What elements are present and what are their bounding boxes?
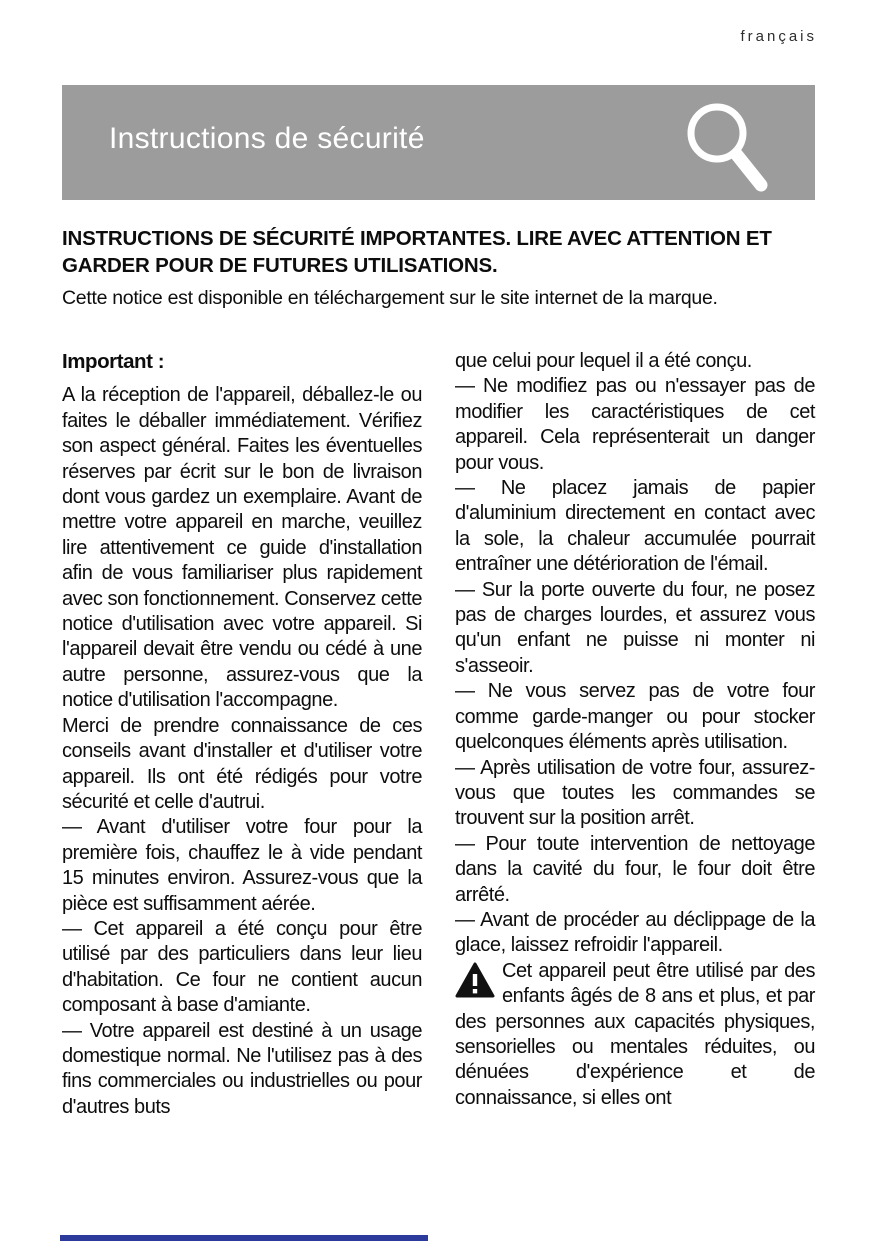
language-label: français [740,28,817,45]
warning-icon [455,962,495,999]
paragraph: — Après utilisation de votre four, assurez-vous que toutes les commandes se trouvent sur la position arrêt. [455,756,815,830]
paragraph: — Votre appareil est destiné à un usage domestique normal. Ne l'utilisez pas à des fins commerciales ou industrielles ou pour d'autres buts [62,1019,422,1118]
paragraph: — Avant de procéder au déclippage de la glace, laissez refroidir l'appareil. [455,908,815,957]
important-label: Important : [62,350,165,373]
paragraph: — Ne vous servez pas de votre four comme garde-manger ou pour stocker quelconques éléments après utilisation. [455,680,815,754]
paragraph: — Cet appareil a été conçu pour être utilisé par des particuliers dans leur lieu d'habitation. Ce four ne contient aucun composant à base d'amiante. [62,917,422,1017]
paragraph: — Sur la porte ouverte du four, ne posez pas de charges lourdes, et assurez vous qu'un enfant ne puisse ni monter ni s'asseoir. [455,578,815,677]
paragraph: — Pour toute intervention de nettoyage dans la cavité du four, le four doit être arrêté. [455,832,815,906]
page-title: Instructions de sécurité [109,122,425,155]
left-column [62,349,422,1120]
footer-bar [60,1235,428,1241]
download-note: Cette notice est disponible en téléchargement sur le site internet de la marque. [62,287,718,310]
right-column [455,349,815,1120]
two-column-body [62,349,815,1120]
paragraph: — Avant d'utiliser votre four pour la première fois, chauffez le à vide pendant 15 minutes environ. Assurez-vous que la pièce est suffisamment aérée. [62,816,422,915]
paragraph: Merci de prendre connaissance de ces conseils avant d'installer et d'utiliser votre appareil. Ils ont été rédigés pour votre sécurité et celle d'autrui. [62,714,422,813]
paragraph: — Ne placez jamais de papier d'aluminium directement en contact avec la sole, la chaleur accumulée pourrait entraîner une détérioration de l'émail. [455,477,815,576]
intro-section [62,226,815,310]
warning-text: Cet appareil peut être utilisé par des enfants âgés de 8 ans et plus, et par des personnes aux capacités physiques, sensorielles ou mentales réduites, ou dénuées d'expérience et de connaissance, si elles ont [455,959,815,1109]
magnifier-icon [677,97,781,204]
paragraph: — Ne modifiez pas ou n'essayer pas de modifier les caractéristiques de cet appareil. Cela représenterait un danger pour vous. [455,375,815,474]
warning-paragraph [455,959,815,1111]
title-banner [62,85,815,200]
paragraph: que celui pour lequel il a été conçu. [455,350,752,372]
safety-heading: INSTRUCTIONS DE SÉCURITÉ IMPORTANTES. LIRE AVEC ATTENTION ET GARDER POUR DE FUTURES UTILISATIONS. [62,227,772,277]
paragraph: A la réception de l'appareil, déballez-le ou faites le déballer immédiatement. Vérifiez son aspect général. Faites les éventuelles réserves par écrit sur le bon de livraison dont vous gardez un exemplaire. Avant de mettre votre appareil en marche, veuillez lire attentivement ce guide d'installation afin de vous familiariser plus rapidement avec son fonctionnement. Conservez cette notice d'utilisation avec votre appareil. Si l'appareil devait être vendu ou cédé à une autre personne, assurez-vous que la notice d'utilisation l'accompagne. [62,384,422,712]
